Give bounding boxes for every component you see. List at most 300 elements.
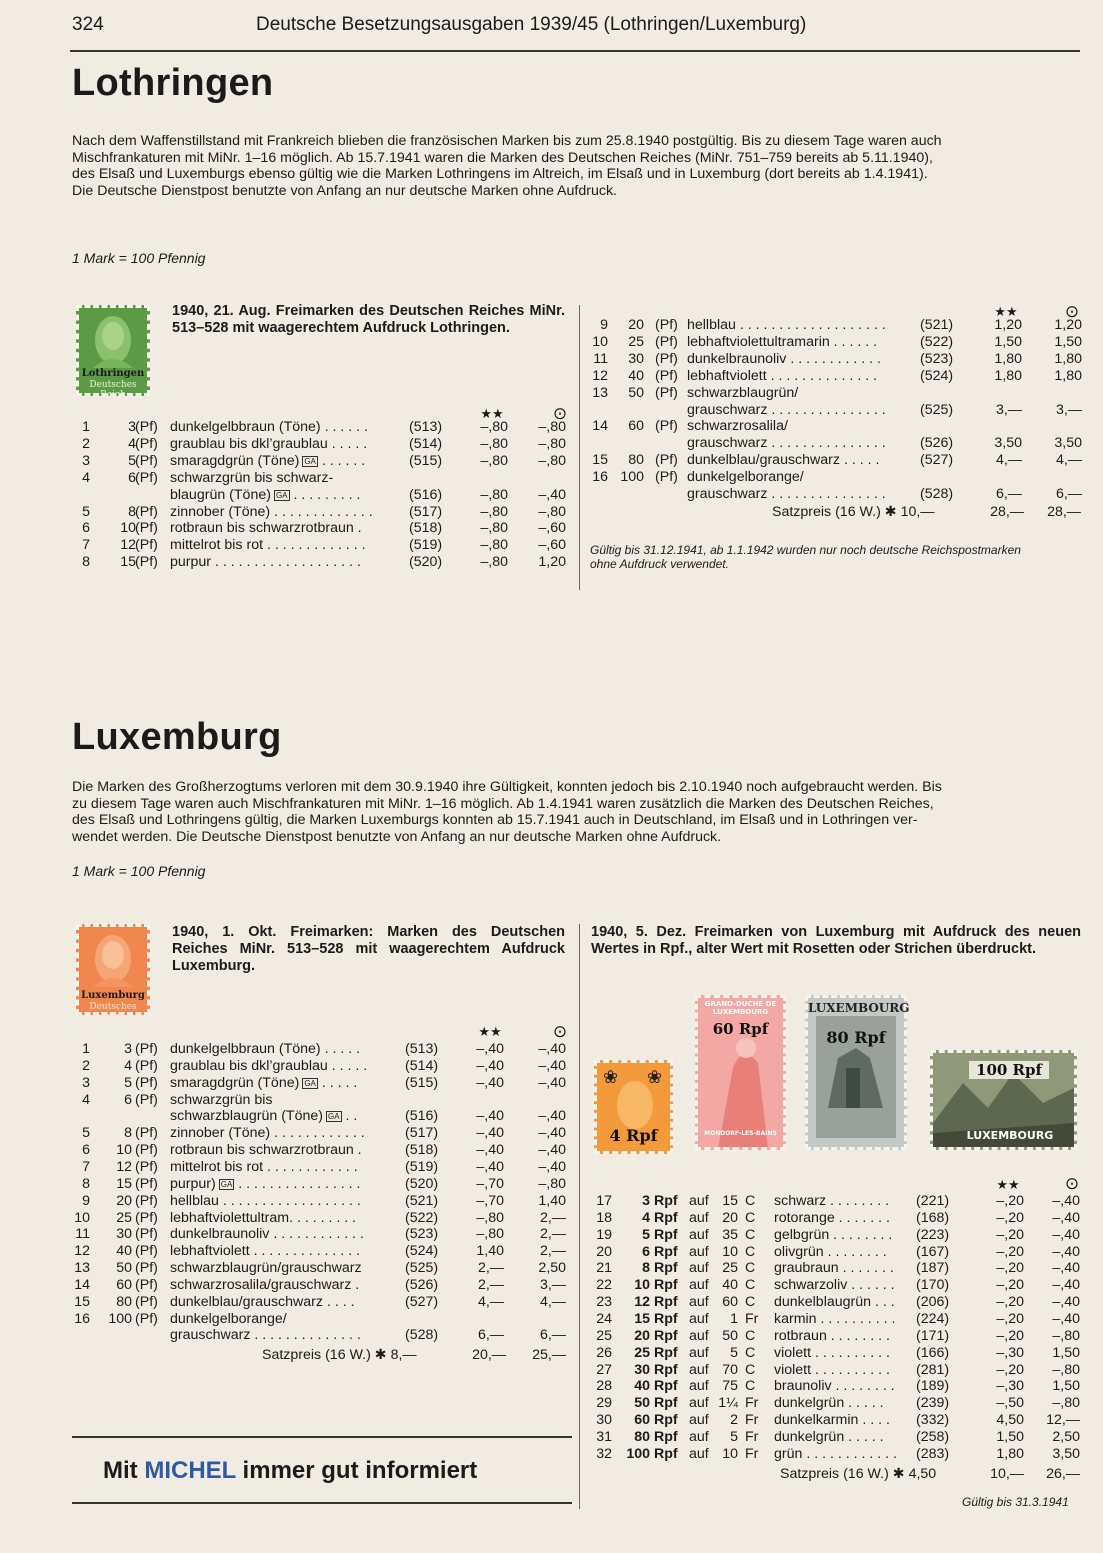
new-value: 15 xyxy=(634,1310,650,1327)
stamp-description xyxy=(687,469,804,486)
value-unit: Rpf xyxy=(654,1412,678,1429)
stamp-description xyxy=(170,419,368,436)
value-unit: Rpf xyxy=(654,1395,678,1412)
old-value: 50 xyxy=(722,1327,738,1344)
color-text: purpur . . . . . . . . . . . . . . . . . . . xyxy=(170,554,361,571)
stamp-description: gelbgrün . . . . . . . . xyxy=(774,1226,893,1243)
price-mint: –,40 xyxy=(476,1125,504,1142)
stamp-description xyxy=(170,1327,361,1344)
issue-title-lothringen: 1940, 21. Aug. Freimarken des Deutschen Reiches MiNr. 513–528 mit waagerechtem Aufdruck Lothringen. xyxy=(172,303,565,336)
value-unit: (Pf) xyxy=(135,1175,158,1192)
face-value: 12 xyxy=(116,1158,132,1175)
value-unit: (Pf) xyxy=(135,1091,158,1108)
table-row xyxy=(590,1345,1090,1362)
value-unit: (Pf) xyxy=(135,1158,158,1175)
price-mint: –,20 xyxy=(996,1361,1024,1378)
price-mint: –,50 xyxy=(996,1395,1024,1412)
ad-rule-bottom xyxy=(72,1502,572,1504)
table-row xyxy=(590,385,1100,402)
value-unit: (Pf) xyxy=(655,469,678,486)
satzpreis-used: 26,— xyxy=(1046,1466,1080,1482)
catalog-number: 11 xyxy=(593,350,608,367)
catalog-number: 5 xyxy=(82,1125,90,1142)
stamp-description xyxy=(170,537,366,554)
price-mint: –,70 xyxy=(476,1192,504,1209)
color-text: schwarzgrün bis schwarz- xyxy=(170,469,334,486)
color-text: hellblau . . . . . . . . . . . . . . . . . . xyxy=(170,1192,361,1209)
ga-badge: GA xyxy=(304,1078,316,1088)
color-text: schwarzblaugrün/ xyxy=(687,384,799,401)
stamp-image-80rpf xyxy=(805,995,910,1150)
catalog-number: 3 xyxy=(82,1074,90,1091)
price-mint: 4,— xyxy=(477,1293,504,1310)
old-value: 25 xyxy=(722,1260,738,1277)
stamp-description xyxy=(170,1159,358,1176)
table-row xyxy=(72,1041,582,1058)
old-currency: C xyxy=(745,1243,756,1260)
table-row xyxy=(590,1294,1090,1311)
face-value: 10 xyxy=(120,520,136,537)
old-currency: Fr xyxy=(745,1395,759,1412)
stamp-description xyxy=(170,1260,362,1277)
value-unit: (Pf) xyxy=(655,418,678,435)
price-used: –,80 xyxy=(538,452,566,469)
value-unit: (Pf) xyxy=(135,1276,158,1293)
price-used: 4,— xyxy=(1055,452,1082,469)
catalog-number: 13 xyxy=(592,384,608,401)
intro-line: Nach dem Waffenstillstand mit Frankreich blieben die französischen Marken bis zum 25.8.1940 postgültig. Bis zu diesem Tage waren auch xyxy=(72,133,942,149)
old-value: 5 xyxy=(730,1344,738,1361)
price-used: –,40 xyxy=(538,1125,566,1142)
auf-text: auf xyxy=(689,1310,709,1327)
satzpreis-label: Satzpreis (16 W.) ✱ 10,— xyxy=(772,504,935,520)
face-value: 4 xyxy=(128,435,136,452)
auf-text: auf xyxy=(689,1412,709,1429)
reference-number: (516) xyxy=(409,486,443,503)
color-text: mittelrot bis rot . . . . . . . . . . . . xyxy=(170,1158,358,1175)
old-value: 75 xyxy=(722,1378,738,1395)
catalog-number: 9 xyxy=(82,1192,90,1209)
currency-note: 1 Mark = 100 Pfennig xyxy=(72,863,206,879)
stamp-description: braunoliv . . . . . . . . xyxy=(774,1378,895,1395)
value-unit: (Pf) xyxy=(135,1041,158,1057)
price-used: 1,80 xyxy=(1054,350,1082,367)
old-currency: C xyxy=(745,1378,756,1395)
color-text: dunkelgelborange/ xyxy=(687,469,804,486)
price-mint: 1,20 xyxy=(994,317,1022,333)
stamp-description xyxy=(170,1243,360,1260)
old-value: 2 xyxy=(730,1412,738,1429)
old-value: 10 xyxy=(722,1445,738,1462)
section-heading-lothringen: Lothringen xyxy=(72,62,274,104)
stamp-description: rotbraun . . . . . . . . xyxy=(774,1327,890,1344)
table-row xyxy=(72,436,582,453)
catalog-number: 19 xyxy=(596,1226,612,1243)
price-used: –,40 xyxy=(1052,1209,1080,1226)
face-value: 40 xyxy=(116,1243,132,1260)
catalog-number: 25 xyxy=(596,1327,612,1344)
stamp-description xyxy=(687,334,877,351)
new-value: 4 xyxy=(642,1209,650,1226)
color-text: schwarzrosalila/ xyxy=(687,418,788,435)
stamp-description xyxy=(170,1210,356,1227)
value-unit: (Pf) xyxy=(135,1142,158,1159)
price-used: 3,50 xyxy=(1054,435,1082,452)
intro-line: zu diesem Tage waren auch Mischfrankaturen mit MiNr. 1–16 möglich. Ab 1.4.1941 waren zusätzlich die Marken des Deutschen Reiches, xyxy=(72,795,934,812)
face-value: 20 xyxy=(116,1192,132,1209)
stamp-description xyxy=(687,385,798,402)
price-mint: 4,— xyxy=(995,452,1022,469)
stamp-description: schwarzoliv . . . . . . xyxy=(774,1277,895,1294)
color-text: mittelrot bis rot . . . . . . . . . . . . . xyxy=(170,537,366,554)
price-used: 2,50 xyxy=(538,1260,566,1277)
table-row xyxy=(72,1327,582,1344)
stamp-description xyxy=(170,1294,355,1311)
reference-number: (258) xyxy=(916,1428,950,1445)
price-used: –,40 xyxy=(538,1158,566,1175)
catalog-number: 23 xyxy=(596,1294,612,1311)
reference-number: (527) xyxy=(920,452,954,469)
leader-dots: . . xyxy=(341,1108,358,1125)
reference-number: (170) xyxy=(916,1277,950,1294)
color-text: zinnober (Töne) . . . . . . . . . . . . . xyxy=(170,503,373,520)
old-value: 1¼ xyxy=(718,1395,738,1412)
table-row xyxy=(72,487,582,504)
note-line: Gültig bis 31.12.1941, ab 1.1.1942 wurden nur noch deutsche Reichspostmarken xyxy=(590,543,1021,557)
price-mint: 1,80 xyxy=(996,1445,1024,1462)
color-text: grauschwarz . . . . . . . . . . . . . . . xyxy=(687,435,886,452)
price-used: –,40 xyxy=(1052,1310,1080,1327)
stamp-description xyxy=(170,1311,287,1328)
catalog-number: 16 xyxy=(74,1310,90,1327)
table-row xyxy=(590,1362,1090,1379)
catalog-number: 2 xyxy=(82,1057,90,1074)
catalog-number: 20 xyxy=(596,1243,612,1260)
price-mint: –,80 xyxy=(480,503,508,520)
catalog-number: 5 xyxy=(82,503,90,520)
face-value: 3 xyxy=(128,419,136,435)
value-unit: (Pf) xyxy=(135,1293,158,1310)
reference-number: (515) xyxy=(405,1074,439,1091)
price-used: –,40 xyxy=(1052,1294,1080,1311)
satzpreis-used: 25,— xyxy=(532,1347,566,1363)
price-mint: –,80 xyxy=(480,537,508,554)
reference-number: (522) xyxy=(920,333,954,350)
color-text: dunkelblau/grauschwarz . . . . . xyxy=(687,452,880,469)
price-used: 1,80 xyxy=(1054,367,1082,384)
svg-text:❀: ❀ xyxy=(647,1067,663,1087)
catalog-number: 2 xyxy=(82,435,90,452)
stamp-description xyxy=(170,1092,273,1109)
stamp-description: schwarz . . . . . . . . xyxy=(774,1193,890,1209)
table-row xyxy=(72,1210,582,1227)
table-row xyxy=(590,1193,1090,1210)
color-text: purpur) xyxy=(170,1175,216,1192)
old-value: 70 xyxy=(722,1361,738,1378)
price-mint: –,40 xyxy=(476,1158,504,1175)
old-value: 60 xyxy=(722,1294,738,1311)
table-row xyxy=(72,470,582,487)
price-used: 2,— xyxy=(539,1243,566,1260)
value-unit: (Pf) xyxy=(135,1243,158,1260)
value-unit: (Pf) xyxy=(135,537,158,554)
stamp-overprint-value: 4 Rpf xyxy=(609,1126,658,1145)
reference-number: (523) xyxy=(920,350,954,367)
color-text: rotbraun bis schwarzrotbraun . xyxy=(170,1142,362,1159)
catalog-number: 7 xyxy=(82,537,90,554)
price-used: –,40 xyxy=(1052,1226,1080,1243)
catalog-number: 4 xyxy=(82,1091,90,1108)
old-value: 40 xyxy=(722,1277,738,1294)
value-unit: Rpf xyxy=(654,1260,678,1277)
reference-number: (514) xyxy=(409,435,443,452)
reference-number: (525) xyxy=(920,401,954,418)
table-row xyxy=(72,1058,582,1075)
new-value: 80 xyxy=(634,1428,650,1445)
table-row xyxy=(72,1243,582,1260)
price-mint: –,80 xyxy=(480,435,508,452)
value-unit: Rpf xyxy=(654,1378,678,1395)
stamp-description xyxy=(170,1226,364,1243)
value-unit: (Pf) xyxy=(135,1260,158,1277)
price-mint: –,20 xyxy=(996,1209,1024,1226)
used-column-header: ⊙ xyxy=(1064,302,1080,321)
face-value: 50 xyxy=(628,384,644,401)
price-mint: –,80 xyxy=(480,520,508,537)
color-text: lebhaftviolettultramarin . . . . . . xyxy=(687,333,878,350)
table-row xyxy=(72,1311,582,1328)
stamp-bottom-text: LUXEMBOURG xyxy=(966,1129,1054,1142)
satzpreis-used: 28,— xyxy=(1047,504,1081,520)
price-used: –,80 xyxy=(538,503,566,520)
old-currency: C xyxy=(745,1294,756,1311)
old-value: 20 xyxy=(722,1209,738,1226)
table-row xyxy=(72,554,582,571)
table-row xyxy=(72,537,582,554)
reference-number: (221) xyxy=(916,1193,950,1209)
intro-line: Die Marken des Großherzogtums verloren mit dem 30.9.1940 ihre Gültigkeit, konnten jedoch bis 2.10.1940 noch aufgebraucht werden. Bis xyxy=(72,779,942,795)
leader-dots: . . . . . . . . . . . . . . . . xyxy=(234,1175,361,1192)
issue-title-luxemburg-1: 1940, 1. Okt. Freimarken: Marken des Deutschen Reiches MiNr. 513–528 mit waagerechtem Aufdruck Luxemburg. xyxy=(172,924,565,974)
price-used: 1,50 xyxy=(1054,333,1082,350)
price-mint: –,20 xyxy=(996,1243,1024,1260)
price-mint: –,20 xyxy=(996,1327,1024,1344)
price-used: –,40 xyxy=(1052,1193,1080,1209)
currency-note: 1 Mark = 100 Pfennig xyxy=(72,250,206,266)
old-currency: Fr xyxy=(745,1412,759,1429)
mint-column-header: ★★ xyxy=(480,406,504,421)
price-used: –,80 xyxy=(1052,1327,1080,1344)
table-row xyxy=(72,1226,582,1243)
price-mint: –,40 xyxy=(476,1074,504,1091)
catalog-number: 1 xyxy=(82,1041,90,1057)
table-row xyxy=(72,1125,582,1142)
catalog-number: 27 xyxy=(596,1361,612,1378)
face-value: 5 xyxy=(128,452,136,469)
catalog-number: 12 xyxy=(592,367,608,384)
price-mint: –,20 xyxy=(996,1260,1024,1277)
table-row xyxy=(72,1294,582,1311)
price-used: 1,40 xyxy=(538,1192,566,1209)
reference-number: (281) xyxy=(916,1361,950,1378)
old-value: 10 xyxy=(722,1243,738,1260)
catalog-number: 18 xyxy=(596,1209,612,1226)
stamp-top-text: GRAND-DUCHÉ DE LUXEMBOURG xyxy=(704,1000,777,1016)
face-value: 8 xyxy=(124,1125,132,1142)
value-unit: Rpf xyxy=(654,1344,678,1361)
old-value: 5 xyxy=(730,1428,738,1445)
price-mint: 6,— xyxy=(995,486,1022,502)
stamp-description xyxy=(170,1142,362,1159)
new-value: 12 xyxy=(634,1294,650,1311)
stamp-description xyxy=(687,486,886,503)
value-unit: (Pf) xyxy=(135,1226,158,1243)
value-unit: (Pf) xyxy=(135,1074,158,1091)
slogan-suffix: immer gut informiert xyxy=(235,1457,478,1484)
stamp-description xyxy=(170,1041,360,1058)
stamp-description: rotorange . . . . . . . xyxy=(774,1209,890,1226)
price-mint: 1,80 xyxy=(994,367,1022,384)
catalog-number: 15 xyxy=(74,1293,90,1310)
price-used: 1,20 xyxy=(538,554,566,571)
color-text: hellblau . . . . . . . . . . . . . . . . . . . xyxy=(687,317,886,333)
intro-line: wendet werden. Die Deutsche Dienstpost benutzte von Anfang an nur deutsche Marken ohne Aufdruck. xyxy=(72,828,722,845)
new-value: 5 xyxy=(642,1226,650,1243)
catalog-number: 16 xyxy=(592,469,608,486)
price-mint: –,80 xyxy=(480,419,508,435)
value-unit: (Pf) xyxy=(135,520,158,537)
stamp-overprint-value: 80 Rpf xyxy=(826,1028,886,1047)
table-row xyxy=(590,1244,1090,1261)
stamp-description: dunkelblaugrün . . . xyxy=(774,1294,895,1311)
price-used: 4,— xyxy=(539,1293,566,1310)
satzpreis-label: Satzpreis (16 W.) ✱ 8,— xyxy=(262,1347,417,1363)
face-value: 6 xyxy=(128,469,136,486)
validity-note: Gültig bis 31.3.1941 xyxy=(962,1495,1069,1509)
price-used: –,60 xyxy=(538,537,566,554)
color-text: schwarzgrün bis xyxy=(170,1091,273,1108)
column-divider xyxy=(579,924,580,1509)
color-text: smaragdgrün (Töne) xyxy=(170,1074,300,1091)
reference-number: (187) xyxy=(916,1260,950,1277)
face-value: 80 xyxy=(628,452,644,469)
intro-line: Mischfrankaturen mit MiNr. 1–16 möglich. Ab 15.7.1941 waren die Marken des Deutschen Reiches (MiNr. 751–759 bereits ab 5.11.1940), xyxy=(72,149,933,166)
value-unit: (Pf) xyxy=(135,503,158,520)
leader-dots: . . . . . xyxy=(317,1074,358,1091)
stamp-image-100rpf xyxy=(930,1050,1077,1150)
table-row xyxy=(590,1328,1090,1345)
leader-dots: . . . . . . . . . xyxy=(289,486,361,503)
reference-number: (519) xyxy=(409,537,443,554)
stamp-description xyxy=(170,504,373,521)
price-mint: –,30 xyxy=(996,1344,1024,1361)
stamp-description: olivgrün . . . . . . . . xyxy=(774,1243,887,1260)
stamp-image-4rpf xyxy=(594,1060,673,1154)
price-used: 1,20 xyxy=(1054,317,1082,333)
color-text: dunkelbraunoliv . . . . . . . . . . . . xyxy=(170,1226,364,1243)
stamp-country-text: Deutsches Reich xyxy=(89,1002,137,1022)
stamp-overprint-text: Lothringen xyxy=(81,368,145,379)
auf-text: auf xyxy=(689,1445,709,1462)
table-row xyxy=(72,1277,582,1294)
value-unit: (Pf) xyxy=(135,1310,158,1327)
reference-number: (524) xyxy=(405,1243,439,1260)
leader-dots: . . . . . . xyxy=(317,452,366,469)
new-value: 100 xyxy=(626,1445,650,1462)
table-row xyxy=(590,1446,1090,1463)
face-value: 8 xyxy=(128,503,136,520)
old-currency: Fr xyxy=(745,1445,759,1462)
stamp-description: karmin . . . . . . . . . . xyxy=(774,1310,896,1327)
reference-number: (206) xyxy=(916,1294,950,1311)
table-row xyxy=(590,469,1100,486)
stamp-description xyxy=(170,1277,359,1294)
catalog-number: 3 xyxy=(82,452,90,469)
used-column-header: ⊙ xyxy=(1064,1174,1080,1193)
color-text: blaugrün (Töne) xyxy=(170,486,271,503)
satzpreis-mint: 20,— xyxy=(472,1347,506,1363)
value-unit: (Pf) xyxy=(135,1209,158,1226)
color-text: grauschwarz . . . . . . . . . . . . . . . xyxy=(687,486,886,502)
price-mint: –,20 xyxy=(996,1277,1024,1294)
new-value: 50 xyxy=(634,1395,650,1412)
face-value: 100 xyxy=(108,1310,132,1327)
price-used: –,80 xyxy=(538,1175,566,1192)
old-currency: C xyxy=(745,1226,756,1243)
old-currency: C xyxy=(745,1361,756,1378)
old-currency: C xyxy=(745,1193,756,1209)
new-value: 6 xyxy=(642,1243,650,1260)
stamp-image-lothringen xyxy=(76,305,150,400)
value-unit: (Pf) xyxy=(655,333,678,350)
value-unit: Rpf xyxy=(654,1209,678,1226)
reference-number: (224) xyxy=(916,1310,950,1327)
face-value: 25 xyxy=(628,333,644,350)
price-used: –,60 xyxy=(538,520,566,537)
hindenburg-portrait-icon xyxy=(79,929,147,991)
table-row xyxy=(590,1311,1090,1328)
reference-number: (515) xyxy=(409,452,443,469)
stamp-image-60rpf xyxy=(695,995,786,1150)
value-unit: Rpf xyxy=(654,1193,678,1209)
price-used: 6,— xyxy=(1055,486,1082,502)
price-used: –,40 xyxy=(1052,1243,1080,1260)
value-unit: (Pf) xyxy=(135,554,158,571)
old-currency: Fr xyxy=(745,1428,759,1445)
table-row xyxy=(72,1092,582,1109)
stamp-bottom-text: MONDORF-LES-BAINS xyxy=(704,1130,777,1137)
color-text: rotbraun bis schwarzrotbraun . xyxy=(170,520,362,537)
michel-brand: MICHEL xyxy=(144,1457,236,1484)
reference-number: (239) xyxy=(916,1395,950,1412)
reference-number: (167) xyxy=(916,1243,950,1260)
auf-text: auf xyxy=(689,1428,709,1445)
reference-number: (189) xyxy=(916,1378,950,1395)
stamp-description xyxy=(170,1075,357,1092)
value-unit: (Pf) xyxy=(135,1125,158,1142)
stamp-description xyxy=(687,418,788,435)
face-value: 25 xyxy=(116,1209,132,1226)
face-value: 12 xyxy=(120,537,136,554)
old-value: 15 xyxy=(722,1193,738,1209)
reference-number: (526) xyxy=(920,435,954,452)
table-row xyxy=(72,520,582,537)
reference-number: (518) xyxy=(405,1142,439,1159)
table-row xyxy=(72,504,582,521)
face-value: 10 xyxy=(116,1142,132,1159)
reference-number: (518) xyxy=(409,520,443,537)
color-text: dunkelblau/grauschwarz . . . . xyxy=(170,1293,355,1310)
